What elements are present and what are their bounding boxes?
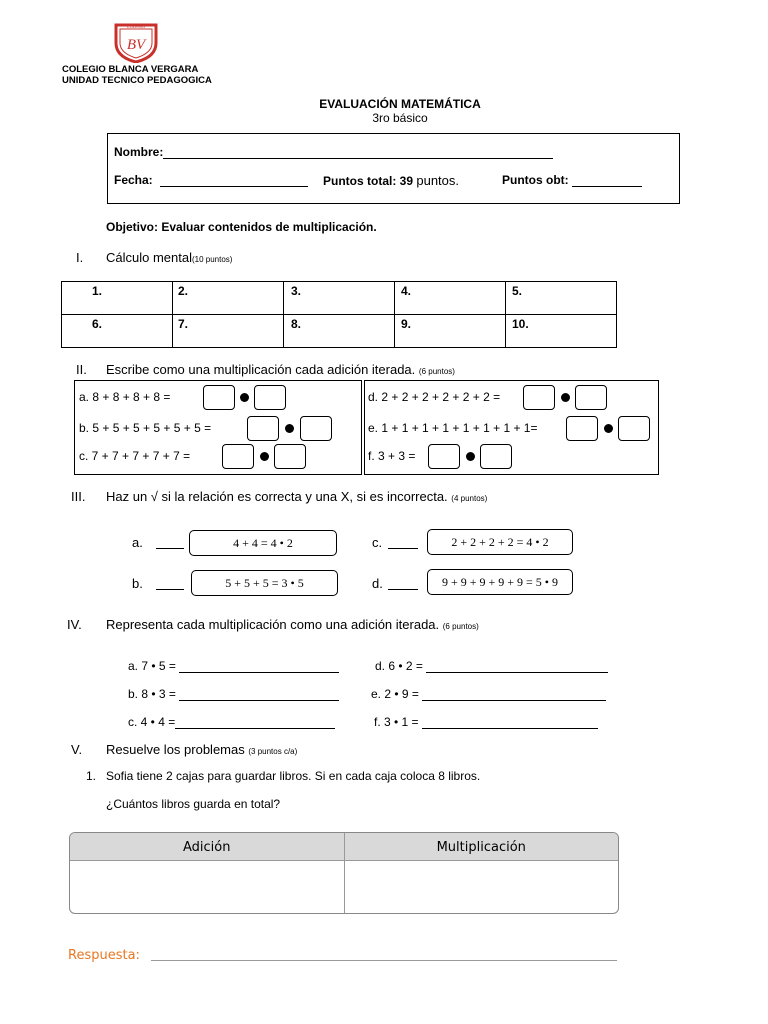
problem-1-text: Sofia tiene 2 cajas para guardar libros. Si en cada caja coloca 8 libros. (106, 769, 481, 783)
answer-cell[interactable]: 1. (62, 282, 173, 315)
answer-box[interactable] (222, 444, 254, 469)
answer-cell[interactable]: 8. (284, 315, 395, 348)
total-points-label: Puntos total: 39 (323, 174, 414, 188)
answer-box[interactable] (254, 385, 286, 410)
multiply-dot (561, 393, 570, 402)
answer-box[interactable] (566, 416, 598, 441)
item-2f: f. 3 + 3 = (368, 449, 416, 463)
item-2b: b. 5 + 5 + 5 + 5 + 5 + 5 = (79, 421, 212, 435)
item-2d: d. 2 + 2 + 2 + 2 + 2 + 2 = (368, 390, 501, 404)
header-multiplication: Multiplicación (436, 840, 526, 855)
section-4-number: IV. (67, 617, 82, 632)
answer-label: Respuesta: (68, 948, 140, 963)
item-4d: d. 6 • 2 = (375, 659, 608, 673)
section-2-number: II. (76, 362, 87, 377)
multiply-dot (604, 424, 613, 433)
date-label: Fecha: (114, 173, 153, 187)
multiply-dot (466, 452, 475, 461)
section-1-title: Cálculo mental(10 puntos) (106, 250, 233, 265)
item-2c: c. 7 + 7 + 7 + 7 + 7 = (79, 449, 191, 463)
answer-box[interactable] (300, 416, 332, 441)
section-3-title: Haz un √ si la relación es correcta y una X, si es incorrecta. (4 puntos) (106, 489, 488, 504)
answer-cell[interactable]: 10. (506, 315, 617, 348)
answer-line[interactable] (179, 700, 339, 701)
name-label: Nombre: (114, 145, 164, 159)
answer-cell[interactable]: 5. (506, 282, 617, 315)
objective: Objetivo: Evaluar contenidos de multiplicación. (106, 220, 377, 234)
check-field[interactable] (388, 534, 418, 549)
obtained-points-field[interactable] (572, 186, 642, 187)
check-field[interactable] (156, 575, 184, 590)
answer-cell[interactable]: 6. (62, 315, 173, 348)
multiplication-work-cell[interactable] (345, 861, 619, 913)
mental-calc-grid (61, 281, 617, 348)
school-logo (114, 19, 158, 63)
section-2-title: Escribe como una multiplicación cada adición iterada. (6 puntos) (106, 362, 455, 377)
relation-box: 4 + 4 = 4 • 2 (189, 530, 337, 556)
answer-cell[interactable]: 2. (173, 282, 284, 315)
item-2a: a. 8 + 8 + 8 + 8 = (79, 390, 171, 404)
answer-box[interactable] (480, 444, 512, 469)
relation-box: 2 + 2 + 2 + 2 = 4 • 2 (427, 529, 573, 555)
answer-line[interactable] (426, 672, 608, 673)
date-field[interactable] (160, 186, 308, 187)
answer-line[interactable] (175, 728, 335, 729)
check-field[interactable] (388, 575, 418, 590)
answer-box[interactable] (618, 416, 650, 441)
check-field[interactable] (156, 534, 184, 549)
answer-box[interactable] (203, 385, 235, 410)
relation-box: 9 + 9 + 9 + 9 + 9 = 5 • 9 (427, 569, 573, 595)
answer-box[interactable] (247, 416, 279, 441)
obtained-points-label: Puntos obt: (502, 173, 569, 187)
answer-cell[interactable]: 9. (395, 315, 506, 348)
svg-text:BV: BV (126, 37, 146, 53)
header-addition: Adición (70, 833, 345, 860)
school-name: COLEGIO BLANCA VERGARA (62, 64, 199, 75)
multiply-dot (260, 452, 269, 461)
item-3c-label: c. (372, 535, 383, 550)
answer-line[interactable] (151, 960, 617, 961)
item-4e: e. 2 • 9 = (371, 687, 606, 701)
multiply-dot (240, 393, 249, 402)
item-3d-label: d. (372, 576, 383, 591)
problem-1-number: 1. (86, 769, 97, 783)
answer-box[interactable] (575, 385, 607, 410)
item-3b-label: b. (132, 576, 143, 591)
item-4a: a. 7 • 5 = (128, 659, 339, 673)
section-4-title: Representa cada multiplicación como una adición iterada. (6 puntos) (106, 617, 479, 632)
answer-cell[interactable]: 4. (395, 282, 506, 315)
answer-cell[interactable]: 7. (173, 315, 284, 348)
answer-box[interactable] (428, 444, 460, 469)
problem-1-question: ¿Cuántos libros guarda en total? (106, 797, 281, 811)
answer-box[interactable] (274, 444, 306, 469)
section-5-title: Resuelve los problemas (3 puntos c/a) (106, 742, 298, 757)
item-2e: e. 1 + 1 + 1 + 1 + 1 + 1 + 1 + 1= (368, 421, 538, 435)
page-subtitle: 3ro básico (372, 111, 428, 125)
answer-box[interactable] (523, 385, 555, 410)
answer-cell[interactable]: 3. (284, 282, 395, 315)
section-1-number: I. (76, 250, 84, 265)
name-field[interactable] (163, 158, 553, 159)
item-4f: f. 3 • 1 = (374, 715, 598, 729)
section-2-left-box (74, 380, 362, 475)
school-unit: UNIDAD TECNICO PEDAGOGICA (62, 75, 212, 86)
answer-line[interactable] (179, 672, 339, 673)
section-5-number: V. (71, 742, 83, 757)
work-table (69, 832, 619, 914)
answer-line[interactable] (422, 700, 606, 701)
item-4b: b. 8 • 3 = (128, 687, 339, 701)
school-header (62, 64, 212, 86)
section-2-right-box (364, 380, 659, 475)
answer-line[interactable] (422, 728, 598, 729)
page-title: EVALUACIÓN MATEMÁTICA (319, 97, 481, 111)
total-points-suffix: puntos. (416, 173, 460, 188)
addition-work-cell[interactable] (70, 861, 345, 913)
svg-text:COLEGIO: COLEGIO (126, 24, 146, 29)
item-3a-label: a. (132, 535, 143, 550)
item-4c: c. 4 • 4 = (128, 715, 335, 729)
student-info-box (107, 133, 680, 204)
multiply-dot (285, 424, 294, 433)
section-3-number: III. (71, 489, 86, 504)
relation-box: 5 + 5 + 5 = 3 • 5 (191, 570, 338, 596)
